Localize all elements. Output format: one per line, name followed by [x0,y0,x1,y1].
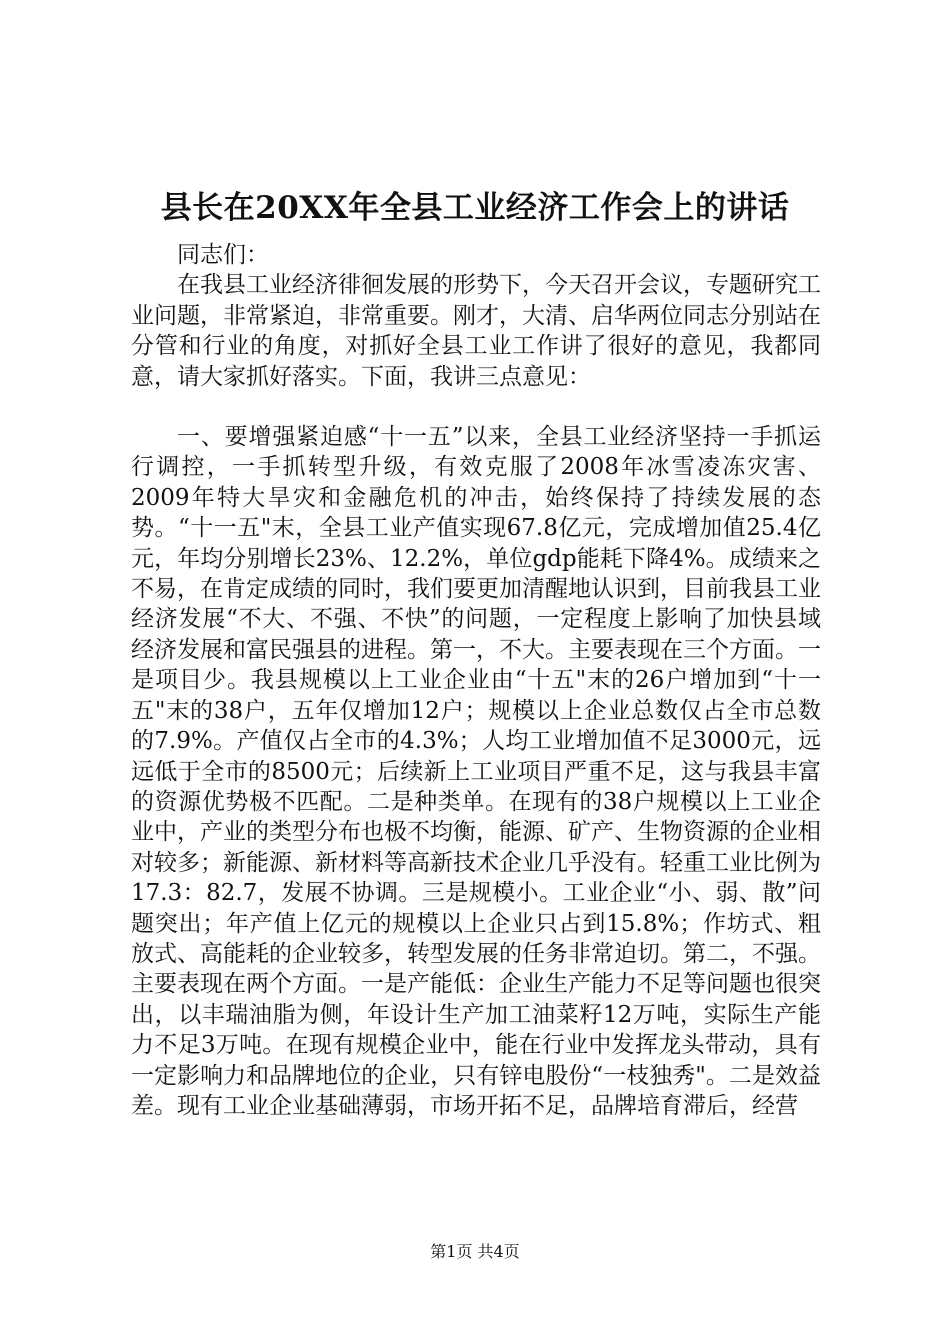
paragraph-section-one: 一、要增强紧迫感“十一五”以来，全县工业经济坚持一手抓运行调控，一手抓转型升级，有效克服了2008年冰雪凌冻灾害、2009年特大旱灾和金融危机的冲击，始终保持了持续发展的态势。“十一五"末，全县工业产值实现67.8亿元，完成增加值25.4亿元，年均分别增长23%、12.2%，单位gdp能耗下降4%。成绩来之不易，在肯定成绩的同时，我们要更加清醒地认识到，目前我县工业经济发展“不大、不强、不快”的问题，一定程度上影响了加快县域经济发展和富民强县的进程。第一，不大。主要表现在三个方面。一是项目少。我县规模以上工业企业由“十五"末的26户增加到“十一五"末的38户，五年仅增加12户；规模以上企业总数仅占全市总数的7.9%。产值仅占全市的4.3%；人均工业增加值不足3000元，远远低于全市的8500元；后续新上工业项目严重不足，这与我县丰富的资源优势极不匹配。二是种类单。在现有的38户规模以上工业企业中，产业的类型分布也极不均衡，能源、矿产、生物资源的企业相对较多；新能源、新材料等高新技术企业几乎没有。轻重工业比例为17.3：82.7，发展不协调。三是规模小。工业企业“小、弱、散”问题突出；年产值上亿元的规模以上企业只占到15.8%；作坊式、粗放式、高能耗的企业较多，转型发展的任务非常迫切。第二，不强。主要表现在两个方面。一是产能低：企业生产能力不足等问题也很突出，以丰瑞油脂为侧，年设计生产加工油菜籽12万吨，实际生产能力不足3万吨。在现有规模企业中，能在行业中发挥龙头带动，具有一定影响力和品牌地位的企业，只有锌电股份“一枝独秀"。二是效益差。现有工业企业基础薄弱，市场开拓不足，品牌培育滞后，经营 [131,424,821,1119]
document-title: 县长在20XX年全县工业经济工作会上的讲话 [160,190,790,226]
document-body [131,240,821,1121]
page-footer: 第1页 共4页 [430,1242,520,1261]
paragraph-intro: 在我县工业经济徘徊发展的形势下，今天召开会议，专题研究工业问题，非常紧迫，非常重要。刚才，大清、启华两位同志分别站在分管和行业的角度，对抓好全县工业工作讲了很好的意见，我都同意，请大家抓好落实。下面，我讲三点意见： [131,272,821,390]
salutation: 同志们： [177,242,269,268]
